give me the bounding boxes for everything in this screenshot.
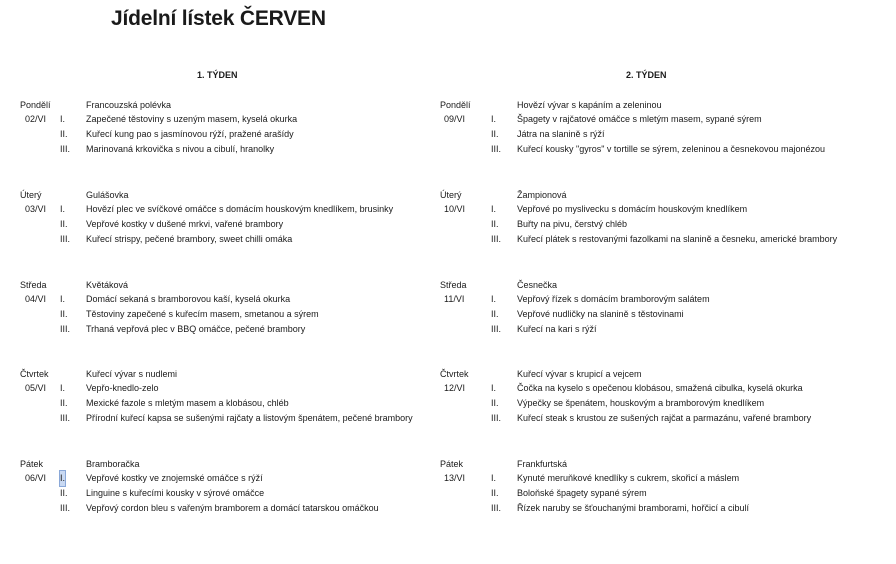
meal-number: I. xyxy=(491,473,497,483)
meal-text: Řízek naruby se šťouchanými bramborami, hořčicí a cibulí xyxy=(517,503,749,513)
meal-number: I. xyxy=(60,114,66,124)
week-heading: 1. TÝDEN xyxy=(197,70,238,80)
soup-name: Květáková xyxy=(86,280,129,290)
meal-number: I. xyxy=(60,204,66,214)
meal-number: II. xyxy=(491,219,499,229)
day-block xyxy=(0,278,440,338)
meal-text: Špagety v rajčatové omáčce s mletým masem, sypané sýrem xyxy=(517,114,762,124)
day-block xyxy=(0,188,440,248)
day-date: 11/VI xyxy=(444,294,465,304)
day-date: 10/VI xyxy=(444,204,466,214)
meal-text: Vepřo-knedlo-zelo xyxy=(86,383,159,393)
meal-number: I. xyxy=(60,294,66,304)
day-date: 09/VI xyxy=(444,114,466,124)
meal-text: Vepřové kostky ve znojemské omáčce s rýží xyxy=(86,473,263,483)
meal-number: II. xyxy=(491,129,499,139)
meal-number: III. xyxy=(491,234,502,244)
day-block xyxy=(430,98,870,158)
day-block xyxy=(430,367,870,427)
meal-text: Výpečky se špenátem, houskovým a bramborovým knedlíkem xyxy=(517,398,765,408)
meal-text: Játra na slanině s rýží xyxy=(517,129,605,139)
meal-number: III. xyxy=(491,503,502,513)
meal-number: II. xyxy=(60,398,68,408)
soup-name: Kuřecí vývar s krupicí a vejcem xyxy=(517,369,642,379)
day-block xyxy=(0,367,440,427)
meal-number: II. xyxy=(491,309,499,319)
soup-name: Kuřecí vývar s nudlemi xyxy=(86,369,178,379)
page-title: Jídelní lístek ČERVEN xyxy=(111,7,326,30)
meal-text: Trhaná vepřová plec v BBQ omáčce, pečené brambory xyxy=(86,324,306,334)
meal-number: II. xyxy=(60,488,68,498)
meal-number: I. xyxy=(491,383,497,393)
day-date: 03/VI xyxy=(25,204,47,214)
soup-name: Česnečka xyxy=(517,280,558,290)
soup-name: Frankfurtská xyxy=(517,459,568,469)
week-column xyxy=(430,0,870,564)
day-name: Úterý xyxy=(440,190,462,200)
meal-number: I. xyxy=(491,114,497,124)
meal-number: II. xyxy=(60,309,68,319)
day-name: Středa xyxy=(440,280,467,290)
meal-text: Buřty na pivu, čerstvý chléb xyxy=(517,219,628,229)
meal-number: II. xyxy=(60,129,68,139)
meal-number: III. xyxy=(491,144,502,154)
meal-text: Přírodní kuřecí kapsa se sušenými rajčaty a listovým špenátem, pečené brambory xyxy=(86,413,413,423)
meal-number: III. xyxy=(491,324,502,334)
meal-text: Kuřecí plátek s restovanými fazolkami na slanině a česneku, americké brambory xyxy=(517,234,838,244)
day-name: Úterý xyxy=(20,190,42,200)
meal-number: I. xyxy=(491,204,497,214)
meal-text: Vepřové kostky v dušené mrkvi, vařené brambory xyxy=(86,219,284,229)
week-column xyxy=(0,0,440,564)
meal-text: Kuřecí strispy, pečené brambory, sweet chilli omáka xyxy=(86,234,293,244)
meal-text: Těstoviny zapečené s kuřecím masem, smetanou a sýrem xyxy=(86,309,319,319)
meal-text: Boloňské špagety sypané sýrem xyxy=(517,488,647,498)
day-block xyxy=(0,457,440,517)
day-name: Pátek xyxy=(20,459,44,469)
meal-text: Kuřecí steak s krustou ze sušených rajčat a parmazánu, vařené brambory xyxy=(517,413,812,423)
meal-text: Vepřový řízek s domácím bramborovým salátem xyxy=(517,294,710,304)
day-name: Středa xyxy=(20,280,47,290)
meal-text: Kynuté meruňkové knedlíky s cukrem, skořicí a máslem xyxy=(517,473,740,483)
meal-number: II. xyxy=(60,219,68,229)
soup-name: Francouzská polévka xyxy=(86,100,172,110)
meal-text: Domácí sekaná s bramborovou kaší, kyselá okurka xyxy=(86,294,291,304)
meal-text: Marinovaná krkovička s nivou a cibulí, hranolky xyxy=(86,144,275,154)
day-date: 02/VI xyxy=(25,114,47,124)
day-date: 05/VI xyxy=(25,383,47,393)
day-name: Pátek xyxy=(440,459,464,469)
meal-number: III. xyxy=(60,413,71,423)
meal-number: III. xyxy=(60,144,71,154)
day-block xyxy=(430,188,870,248)
day-name: Čtvrtek xyxy=(440,369,469,379)
meal-number: I. xyxy=(60,383,66,393)
meal-text: Zapečené těstoviny s uzeným masem, kyselá okurka xyxy=(86,114,298,124)
meal-number: I. xyxy=(491,294,497,304)
soup-name: Gulášovka xyxy=(86,190,129,200)
day-date: 13/VI xyxy=(444,473,466,483)
day-block xyxy=(430,457,870,517)
meal-text: Hovězí plec ve svíčkové omáčce s domácím houskovým knedlíkem, brusinky xyxy=(86,204,394,214)
meal-text: Linguine s kuřecími kousky v sýrové omáčce xyxy=(86,488,265,498)
soup-name: Hovězí vývar s kapáním a zeleninou xyxy=(517,100,662,110)
meal-number: I. xyxy=(60,471,65,486)
meal-number: II. xyxy=(491,398,499,408)
meal-number: III. xyxy=(60,503,71,513)
day-name: Pondělí xyxy=(20,100,51,110)
meal-text: Mexické fazole s mletým masem a klobásou, chléb xyxy=(86,398,289,408)
soup-name: Žampionová xyxy=(517,190,567,200)
meal-text: Čočka na kyselo s opečenou klobásou, smažená cibulka, kyselá okurka xyxy=(517,383,803,393)
meal-text: Kuřecí kousky "gyros" v tortille se sýrem, zeleninou a česnekovou majonézou xyxy=(517,144,826,154)
week-heading: 2. TÝDEN xyxy=(626,70,667,80)
soup-name: Bramboračka xyxy=(86,459,140,469)
meal-text: Vepřové nudličky na slanině s těstovinami xyxy=(517,309,684,319)
day-date: 04/VI xyxy=(25,294,47,304)
day-name: Čtvrtek xyxy=(20,369,49,379)
meal-number: III. xyxy=(60,234,71,244)
meal-text: Kuřecí kung pao s jasmínovou rýží, pražené arašídy xyxy=(86,129,294,139)
day-block xyxy=(0,98,440,158)
meal-text: Vepřový cordon bleu s vařeným bramborem a domácí tatarskou omáčkou xyxy=(86,503,379,513)
meal-text: Vepřové po myslivecku s domácím houskovým knedlíkem xyxy=(517,204,748,214)
day-block xyxy=(430,278,870,338)
meal-text: Kuřecí na kari s rýží xyxy=(517,324,597,334)
day-date: 12/VI xyxy=(444,383,466,393)
meal-number: II. xyxy=(491,488,499,498)
day-date: 06/VI xyxy=(25,473,47,483)
meal-number: III. xyxy=(491,413,502,423)
day-name: Pondělí xyxy=(440,100,471,110)
meal-number: III. xyxy=(60,324,71,334)
